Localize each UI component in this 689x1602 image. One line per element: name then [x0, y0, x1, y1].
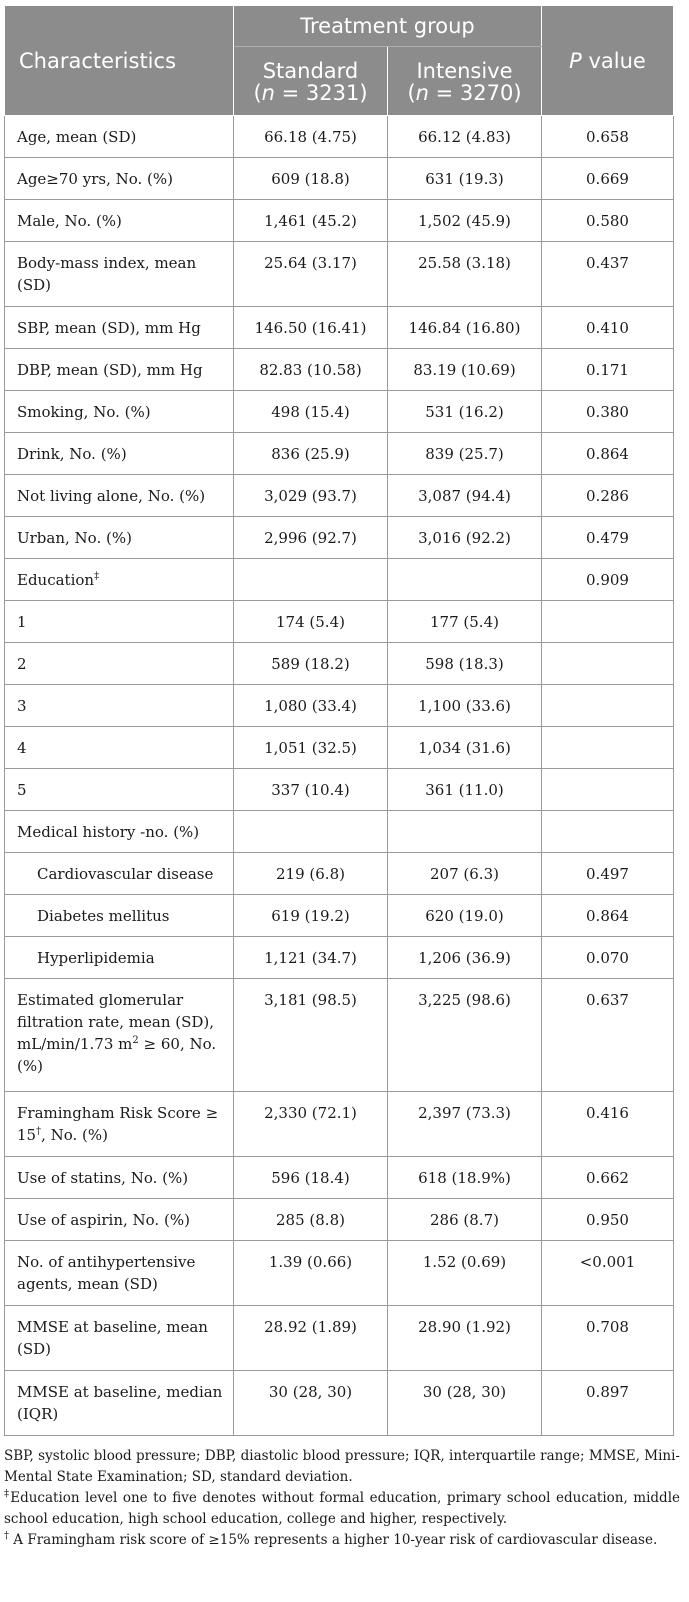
standard-value: 174 (5.4) [234, 601, 388, 643]
table-row [5, 937, 674, 979]
p-value [542, 769, 674, 811]
standard-value: 1.39 (0.66) [234, 1241, 388, 1306]
row-label: 5 [5, 769, 234, 811]
standard-value: 1,080 (33.4) [234, 685, 388, 727]
p-value: 0.950 [542, 1199, 674, 1241]
standard-value: 3,181 (98.5) [234, 979, 388, 1092]
intensive-value: 3,016 (92.2) [388, 517, 542, 559]
intensive-value: 2,397 (73.3) [388, 1092, 542, 1157]
intensive-value: 25.58 (3.18) [388, 242, 542, 307]
intensive-value: 177 (5.4) [388, 601, 542, 643]
footnote-framingham: † A Framingham risk score of ≥15% represents a higher 10-year risk of cardiovascular disease. [4, 1530, 658, 1548]
intensive-value: 1.52 (0.69) [388, 1241, 542, 1306]
table-row [5, 1157, 674, 1199]
table-row [5, 685, 674, 727]
intensive-value: 1,206 (36.9) [388, 937, 542, 979]
standard-value: 66.18 (4.75) [234, 116, 388, 158]
row-label: 4 [5, 727, 234, 769]
standard-value: 337 (10.4) [234, 769, 388, 811]
row-label: No. of antihypertensive agents, mean (SD) [5, 1241, 234, 1306]
intensive-value: 1,502 (45.9) [388, 200, 542, 242]
intensive-value: 30 (28, 30) [388, 1371, 542, 1436]
intensive-value: 531 (16.2) [388, 391, 542, 433]
p-value: 0.416 [542, 1092, 674, 1157]
table-row [5, 811, 674, 853]
row-label: Age, mean (SD) [5, 116, 234, 158]
row-label: Use of aspirin, No. (%) [5, 1199, 234, 1241]
intensive-value [388, 811, 542, 853]
row-label: SBP, mean (SD), mm Hg [5, 307, 234, 349]
row-label: Urban, No. (%) [5, 517, 234, 559]
table-row [5, 727, 674, 769]
table-row [5, 643, 674, 685]
table-row [5, 433, 674, 475]
p-value: 0.171 [542, 349, 674, 391]
p-value: 0.497 [542, 853, 674, 895]
p-value: <0.001 [542, 1241, 674, 1306]
p-value: 0.637 [542, 979, 674, 1092]
p-value: 0.479 [542, 517, 674, 559]
p-value: 0.669 [542, 158, 674, 200]
table-row [5, 895, 674, 937]
standard-value: 1,051 (32.5) [234, 727, 388, 769]
table-row [5, 1241, 674, 1306]
table-row [5, 1371, 674, 1436]
row-label: Age≥70 yrs, No. (%) [5, 158, 234, 200]
p-value: 0.909 [542, 559, 674, 601]
p-value [542, 727, 674, 769]
row-label: Estimated glomerular filtration rate, mean (SD), mL/min/1.73 $m^2 \ge 60$, No. (%) [5, 979, 234, 1092]
standard-value: 3,029 (93.7) [234, 475, 388, 517]
table-row [5, 307, 674, 349]
footnote-abbreviations: SBP, systolic blood pressure; DBP, diastolic blood pressure; IQR, interquartile range; MMSE, Mini-Mental State Examination; SD, standard deviation. [4, 1448, 680, 1485]
p-value: 0.410 [542, 307, 674, 349]
standard-value: 589 (18.2) [234, 643, 388, 685]
table-row [5, 242, 674, 307]
standard-value: 596 (18.4) [234, 1157, 388, 1199]
p-value: 0.864 [542, 433, 674, 475]
row-label: Male, No. (%) [5, 200, 234, 242]
intensive-value: 146.84 (16.80) [388, 307, 542, 349]
row-label: Diabetes mellitus [5, 895, 234, 937]
row-label: Smoking, No. (%) [5, 391, 234, 433]
intensive-value: 620 (19.0) [388, 895, 542, 937]
baseline-characteristics-table [4, 5, 674, 1436]
row-label: Education‡ [5, 559, 234, 601]
standard-value: 219 (6.8) [234, 853, 388, 895]
table-row [5, 769, 674, 811]
intensive-value: 598 (18.3) [388, 643, 542, 685]
intensive-value: 286 (8.7) [388, 1199, 542, 1241]
table-row [5, 475, 674, 517]
p-value: 0.897 [542, 1371, 674, 1436]
standard-value: 498 (15.4) [234, 391, 388, 433]
intensive-value: 66.12 (4.83) [388, 116, 542, 158]
standard-value: 28.92 (1.89) [234, 1306, 388, 1371]
intensive-value: 839 (25.7) [388, 433, 542, 475]
table-row [5, 1306, 674, 1371]
intensive-value: 361 (11.0) [388, 769, 542, 811]
intensive-value [388, 559, 542, 601]
footnote-education: ‡Education level one to five denotes without formal education, primary school education, middle school education, high school education, college and higher, respectively. [4, 1488, 681, 1527]
standard-value: 146.50 (16.41) [234, 307, 388, 349]
table-row [5, 517, 674, 559]
p-value: 0.864 [542, 895, 674, 937]
p-value: 0.070 [542, 937, 674, 979]
p-value: 0.286 [542, 475, 674, 517]
row-label: Cardiovascular disease [5, 853, 234, 895]
intensive-value: 3,225 (98.6) [388, 979, 542, 1092]
table-row [5, 158, 674, 200]
intensive-value: 631 (19.3) [388, 158, 542, 200]
p-value: 0.662 [542, 1157, 674, 1199]
row-label: Hyperlipidemia [5, 937, 234, 979]
row-label: Drink, No. (%) [5, 433, 234, 475]
intensive-value: 1,034 (31.6) [388, 727, 542, 769]
standard-value: 2,996 (92.7) [234, 517, 388, 559]
intensive-value: 3,087 (94.4) [388, 475, 542, 517]
intensive-value: 28.90 (1.92) [388, 1306, 542, 1371]
table-row [5, 1092, 674, 1157]
table-row [5, 1199, 674, 1241]
row-label: Medical history -no. (%) [5, 811, 234, 853]
p-value: 0.380 [542, 391, 674, 433]
standard-value: 1,461 (45.2) [234, 200, 388, 242]
table-row [5, 979, 674, 1092]
table-row [5, 349, 674, 391]
header-treatment-group: Treatment group [234, 6, 542, 47]
standard-value: 285 (8.8) [234, 1199, 388, 1241]
row-label: Framingham Risk Score ≥ 15†, No. (%) [5, 1092, 234, 1157]
intensive-value: 1,100 (33.6) [388, 685, 542, 727]
table-row [5, 116, 674, 158]
p-value: 0.437 [542, 242, 674, 307]
standard-value: 609 (18.8) [234, 158, 388, 200]
table-row [5, 559, 674, 601]
table-row [5, 601, 674, 643]
p-value [542, 601, 674, 643]
standard-value [234, 559, 388, 601]
row-label: 1 [5, 601, 234, 643]
p-value: 0.708 [542, 1306, 674, 1371]
p-value: 0.658 [542, 116, 674, 158]
standard-value: 30 (28, 30) [234, 1371, 388, 1436]
standard-value: 619 (19.2) [234, 895, 388, 937]
standard-value: 2,330 (72.1) [234, 1092, 388, 1157]
header-p-value: P value [542, 6, 674, 116]
intensive-value: 83.19 (10.69) [388, 349, 542, 391]
table-row [5, 391, 674, 433]
standard-value: 1,121 (34.7) [234, 937, 388, 979]
row-label: 3 [5, 685, 234, 727]
row-label: Not living alone, No. (%) [5, 475, 234, 517]
row-label: MMSE at baseline, median (IQR) [5, 1371, 234, 1436]
standard-value [234, 811, 388, 853]
table-row [5, 853, 674, 895]
standard-value: 82.83 (10.58) [234, 349, 388, 391]
row-label: MMSE at baseline, mean (SD) [5, 1306, 234, 1371]
table-footnotes [4, 1446, 680, 1551]
intensive-value: 618 (18.9%) [388, 1157, 542, 1199]
p-value [542, 685, 674, 727]
standard-value: 836 (25.9) [234, 433, 388, 475]
p-value: 0.580 [542, 200, 674, 242]
header-characteristics: Characteristics [5, 6, 234, 116]
standard-value: 25.64 (3.17) [234, 242, 388, 307]
intensive-value: 207 (6.3) [388, 853, 542, 895]
row-label: 2 [5, 643, 234, 685]
p-value [542, 643, 674, 685]
header-intensive: Intensive (n = 3270) [388, 47, 542, 116]
row-label: Body-mass index, mean (SD) [5, 242, 234, 307]
table-row [5, 200, 674, 242]
p-value [542, 811, 674, 853]
table-container [4, 5, 685, 1551]
header-standard: Standard (n = 3231) [234, 47, 388, 116]
row-label: DBP, mean (SD), mm Hg [5, 349, 234, 391]
row-label: Use of statins, No. (%) [5, 1157, 234, 1199]
